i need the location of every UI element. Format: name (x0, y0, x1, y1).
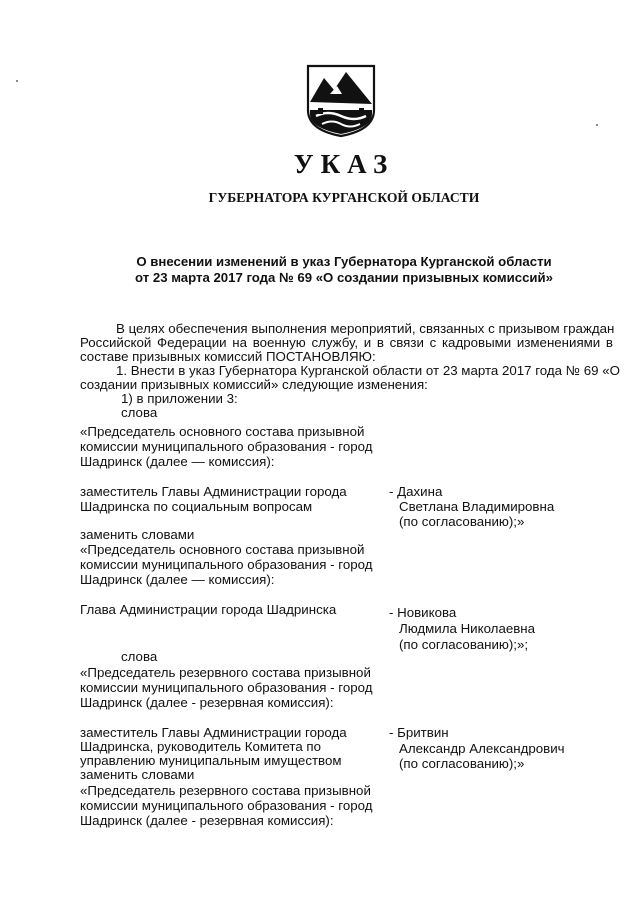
block1-slova: слова (121, 405, 158, 420)
block1-quote-2: комиссии муниципального образования - город (80, 439, 373, 454)
document-title: УКАЗ (293, 149, 395, 179)
block1-replace-position: Глава Администрации города Шадринска (80, 602, 337, 617)
preamble-line-2: Российской Федерации на военную службу, и в связи с кадровыми изменениями в (80, 335, 613, 350)
block1-name-3: (по согласованию);» (399, 514, 525, 529)
block1-position-2: Шадринска по социальным вопросам (80, 499, 313, 514)
scan-speck (16, 80, 18, 82)
block2-quote-2: комиссии муниципального образования - город (80, 680, 373, 695)
coat-of-arms-emblem (306, 64, 376, 138)
block1-name-1: - Дахина (389, 484, 443, 499)
heading-line-1: О внесении изменений в указ Губернатора Курганской области (136, 254, 552, 269)
block1-replace-quote-1: «Председатель основного состава призывной (80, 542, 365, 557)
item1-line-1: 1. Внести в указ Губернатора Курганской области от 23 марта 2017 года № 69 «О (116, 363, 620, 378)
preamble-line-3: составе призывных комиссий ПОСТАНОВЛЯЮ: (80, 349, 376, 364)
document-subtitle: ГУБЕРНАТОРА КУРГАНСКОЙ ОБЛАСТИ (208, 190, 480, 205)
decree-heading (0, 254, 640, 286)
block2-position-2: Шадринска, руководитель Комитета по (80, 739, 322, 754)
block2-replace-quote-2: комиссии муниципального образования - город (80, 798, 373, 813)
item1-sub-1: 1) в приложении 3: (121, 391, 238, 406)
block2-position-1: заместитель Главы Администрации города (80, 725, 347, 740)
block2-replace-quote-3: Шадринск (далее - резервная комиссия): (80, 813, 334, 828)
block1-replace-name-2: Людмила Николаевна (399, 621, 536, 636)
block1-replace-name-1: - Новикова (389, 605, 457, 620)
block1-replace: заменить словами (80, 527, 195, 542)
preamble-line-1: В целях обеспечения выполнения мероприятий, связанных с призывом граждан (116, 321, 615, 336)
block2-name-2: Александр Александрович (399, 741, 565, 756)
block2-name-1: - Бритвин (389, 725, 449, 740)
block2-replace: заменить словами (80, 767, 195, 782)
block1-quote-3: Шадринск (далее — комиссия): (80, 454, 275, 469)
block1-replace-name-3: (по согласованию);»; (399, 637, 529, 652)
block2-slova: слова (121, 649, 158, 664)
block2-name-3: (по согласованию);» (399, 756, 525, 771)
block2-quote-1: «Председатель резервного состава призывной (80, 665, 371, 680)
heading-line-2: от 23 марта 2017 года № 69 «О создании призывных комиссий» (135, 270, 553, 285)
block1-name-2: Светлана Владимировна (399, 499, 555, 514)
block2-position-3: управлению муниципальным имуществом (80, 753, 342, 768)
block1-replace-quote-2: комиссии муниципального образования - город (80, 557, 373, 572)
block1-position-1: заместитель Главы Администрации города (80, 484, 347, 499)
block2-replace-quote-1: «Председатель резервного состава призывной (80, 783, 371, 798)
block1-quote-1: «Председатель основного состава призывной (80, 424, 365, 439)
scan-speck (596, 124, 598, 126)
block1-replace-quote-3: Шадринск (далее — комиссия): (80, 572, 275, 587)
block2-quote-3: Шадринск (далее - резервная комиссия): (80, 695, 334, 710)
item1-line-2: создании призывных комиссий» следующие изменения: (80, 377, 428, 392)
